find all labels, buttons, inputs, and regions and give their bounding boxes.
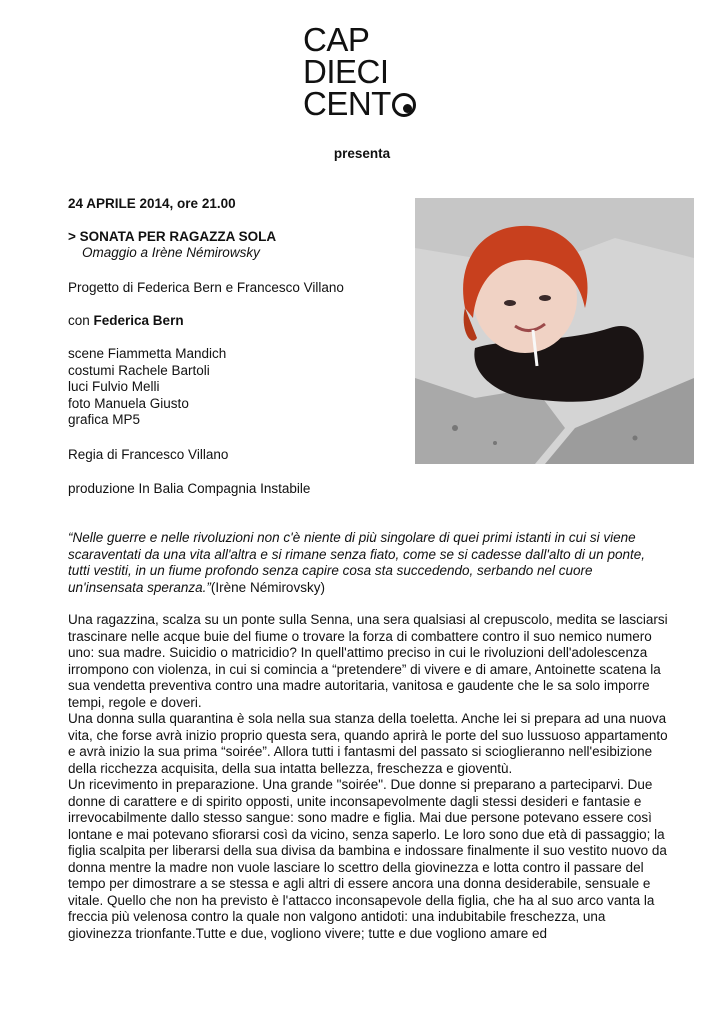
- logo-line-3: [303, 85, 423, 122]
- logo-line-2: DIECI: [303, 53, 389, 90]
- credit-line: grafica MP5: [68, 412, 141, 427]
- logo-line-3-text: CENT: [303, 85, 391, 122]
- crew-credits: [68, 346, 226, 429]
- project-credit: Progetto di Federica Bern e Francesco Villano: [68, 280, 344, 295]
- synopsis-paragraph: Un ricevimento in preparazione. Una grande "soirée". Due donne si preparano a parteciparvi. Due donne di carattere e di spirito opposti, unite inconsapevolmente dagli stessi desideri e fantasie e irrevocabilmente dallo stesso sangue: sono madre e figlia. Mai due persone potevano essere così lontane e mai potevano sfiorarsi così da vicino, senza saperlo. Le loro sono due età di passaggio; la figlia scalpita per liberarsi della sua divisa da bambina e indossare finalmente il suo vestito nuovo da donna mentre la madre non vuole lasciare lo scettro della giovinezza e lotta contro il passare del tempo per dimostrare a se stessa e agli altri di essere ancora una donna desiderabile, sensuale e vitale. Quello che non ha previsto è l'attacco inconsapevole della figlia, che ha al suo arco vanta la freccia più velenosa contro la quale non valgono antidoti: una indubitabile freschezza, una giovinezza trionfante.Tutte e due, vogliono vivere; tutte e due vogliono amare ed: [68, 777, 667, 941]
- cast-prefix: con: [68, 313, 94, 328]
- credit-line: foto Manuela Giusto: [68, 395, 189, 411]
- quote-attribution: (Irène Némirovsky): [210, 579, 325, 595]
- show-subtitle: Omaggio a Irène Némirowsky: [82, 245, 260, 260]
- quote-text: “Nelle guerre e nelle rivoluzioni non c'è niente di più singolare di quei primi istanti in cui si viene scaraventati da una vita all'altra e si rimane senza fiato, come se si cadesse dall'alto di un ponte, tutti vestiti, in un fiume profondo senza capire cosa sta succedendo, serbando nel cuore un'insensata speranza.”: [68, 530, 645, 595]
- credit-line: costumi Rachele Bartoli: [68, 362, 210, 378]
- synopsis: [68, 612, 668, 942]
- credit-line: luci Fulvio Melli: [68, 379, 160, 394]
- director-credit: Regia di Francesco Villano: [68, 447, 229, 462]
- eye-icon: [392, 93, 416, 117]
- show-title: > SONATA PER RAGAZZA SOLA: [68, 229, 277, 244]
- credit-line: scene Fiammetta Mandich: [68, 346, 227, 361]
- capdiecicento-logo: [303, 21, 423, 122]
- actress-photo: [415, 198, 694, 464]
- quote: [68, 530, 668, 596]
- cast-name: Federica Bern: [93, 313, 184, 328]
- event-date: 24 APRILE 2014, ore 21.00: [68, 196, 236, 211]
- logo-line-1: CAP: [303, 21, 370, 58]
- production-credit: produzione In Balia Compagnia Instabile: [68, 481, 311, 496]
- presents-label: presenta: [333, 146, 391, 161]
- synopsis-paragraph: Una donna sulla quarantina è sola nella sua stanza della toeletta. Anche lei si prepara ad una nuova vita, che forse avrà inizio proprio questa sera, quando aprirà le porte del suo lussuoso appartamento e avrà inizio la sua prima “soirée”. Allora tutti i fantasmi del passato si scioglieranno nell'esibizione della ricchezza acquisita, della sua intatta bellezza, freschezza e gioventù.: [68, 711, 668, 776]
- cast-credit: [68, 313, 184, 328]
- synopsis-paragraph: Una ragazzina, scalza su un ponte sulla Senna, una sera qualsiasi al crepuscolo, medita se lasciarsi trascinare nelle acque buie del fiume o trovare la forza di combattere contro il suo nemico numero uno: sua madre. Suicidio o matricidio? In quell'attimo preciso in cui le rivoluzioni dell'adolescenza irrompono con violenza, in cui si comincia a “pretendere” di vivere e di amare, Antoinette scatena la sua vendetta preventiva contro una madre autoritaria, vanitosa e gaudente che le sa solo imporre tempi, regole e doveri.: [68, 612, 668, 710]
- actress-photo-illustration: [415, 198, 694, 464]
